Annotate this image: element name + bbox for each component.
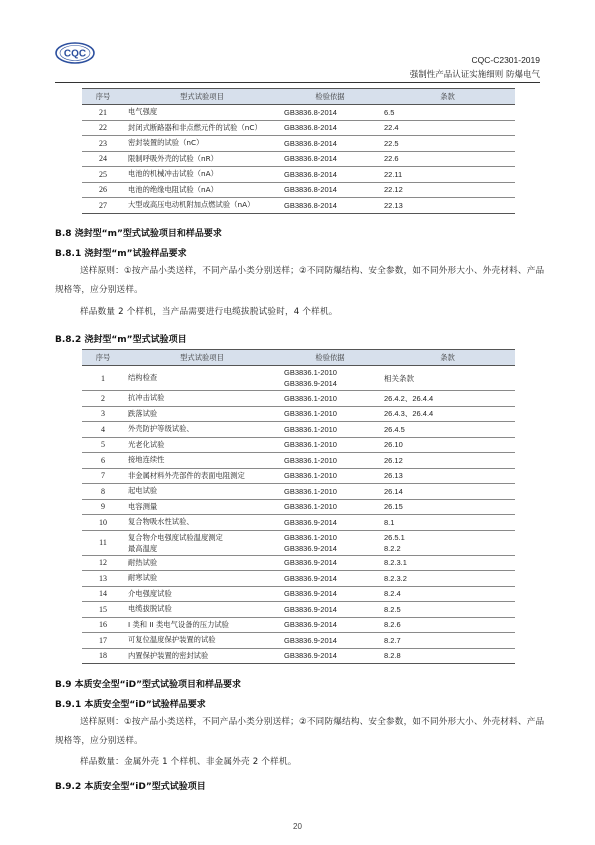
cell-item: 电缆拔脱试验 xyxy=(124,602,280,618)
document-title: 强制性产品认证实施细则 防爆电气 xyxy=(409,70,540,80)
cell-clause: 8.2.8 xyxy=(380,648,515,664)
cell-clause: 26.12 xyxy=(380,453,515,469)
cell-basis: GB3836.1-2010 xyxy=(280,484,380,500)
cell-item: 大型或高压电动机附加点燃试验（nA） xyxy=(124,198,280,214)
table-row xyxy=(82,586,515,602)
cell-basis xyxy=(280,530,380,555)
cell-clause: 26.4.2、26.4.4 xyxy=(380,391,515,407)
cell-seq: 24 xyxy=(82,151,124,167)
table-row xyxy=(82,198,515,214)
cell-seq: 9 xyxy=(82,499,124,515)
column-header-basis: 检验依据 xyxy=(280,89,380,105)
cell-seq: 2 xyxy=(82,391,124,407)
header-rule xyxy=(55,82,540,83)
cell-seq: 26 xyxy=(82,182,124,198)
table-row xyxy=(82,167,515,183)
test-items-table-b8 xyxy=(82,349,515,664)
cell-basis-line: GB3836.1-2010 xyxy=(284,368,337,377)
cell-clause-line: 8.2.2 xyxy=(384,543,401,553)
cell-item: 光老化试验 xyxy=(124,437,280,453)
cqc-logo-icon xyxy=(55,42,95,64)
cell-basis: GB3836.1-2010 xyxy=(280,468,380,484)
cell-seq: 23 xyxy=(82,136,124,152)
table-row xyxy=(82,406,515,422)
cell-clause: 8.2.3.1 xyxy=(380,555,515,571)
cell-clause: 8.2.7 xyxy=(380,633,515,649)
cell-basis: GB3836.8-2014 xyxy=(280,167,380,183)
cell-item: 电容测量 xyxy=(124,499,280,515)
cell-item-line: 最高温度 xyxy=(128,543,158,553)
cell-seq: 21 xyxy=(82,105,124,121)
cell-item: 结构检查 xyxy=(124,366,280,391)
cell-basis: GB3836.1-2010 xyxy=(280,499,380,515)
table-row xyxy=(82,602,515,618)
cell-basis: GB3836.1-2010 xyxy=(280,406,380,422)
column-header-seq: 序号 xyxy=(82,350,124,366)
cell-clause-line: 26.5.1 xyxy=(384,532,405,542)
cell-clause: 26.4.3、26.4.4 xyxy=(380,406,515,422)
cell-item xyxy=(124,530,280,555)
table-header-row xyxy=(82,350,515,366)
cell-basis: GB3836.8-2014 xyxy=(280,198,380,214)
cell-basis-line: GB3836.9-2014 xyxy=(284,379,337,388)
cell-item: 限制呼吸外壳的试验（nR） xyxy=(124,151,280,167)
cell-seq: 12 xyxy=(82,555,124,571)
cell-clause: 6.5 xyxy=(380,105,515,121)
cell-item: 密封装置的试验（nC） xyxy=(124,136,280,152)
table-row xyxy=(82,391,515,407)
cell-clause: 22.11 xyxy=(380,167,515,183)
cell-clause: 22.13 xyxy=(380,198,515,214)
cell-item: I 类和 II 类电气设备的压力试验 xyxy=(124,617,280,633)
cell-clause: 22.4 xyxy=(380,120,515,136)
cell-seq: 3 xyxy=(82,406,124,422)
cell-basis-line: GB3836.1-2010 xyxy=(284,532,337,542)
column-header-seq: 序号 xyxy=(82,89,124,105)
cell-clause: 26.4.5 xyxy=(380,422,515,438)
cell-seq: 8 xyxy=(82,484,124,500)
table-row xyxy=(82,555,515,571)
cell-seq: 5 xyxy=(82,437,124,453)
cell-clause: 22.6 xyxy=(380,151,515,167)
table-row xyxy=(82,468,515,484)
cell-item: 接地连续性 xyxy=(124,453,280,469)
table-row xyxy=(82,530,515,555)
cell-item: 内置保护装置的密封试验 xyxy=(124,648,280,664)
cell-seq: 7 xyxy=(82,468,124,484)
table-row xyxy=(82,182,515,198)
cell-seq: 22 xyxy=(82,120,124,136)
cell-basis: GB3836.9-2014 xyxy=(280,648,380,664)
cell-basis: GB3836.8-2014 xyxy=(280,151,380,167)
cell-clause: 8.2.4 xyxy=(380,586,515,602)
cell-item: 电池的机械冲击试验（nA） xyxy=(124,167,280,183)
cell-seq: 1 xyxy=(82,366,124,391)
logo-text: CQC xyxy=(63,48,87,60)
table-row xyxy=(82,499,515,515)
table-row xyxy=(82,453,515,469)
cell-clause: 相关条款 xyxy=(380,366,515,391)
cell-clause: 8.2.5 xyxy=(380,602,515,618)
cell-seq: 18 xyxy=(82,648,124,664)
paragraph-b8-quantity: 样品数量 2 个样机，当产品需要进行电缆拔脱试验时，4 个样机。 xyxy=(80,307,338,317)
cell-basis: GB3836.1-2010 xyxy=(280,391,380,407)
cell-item: 起电试验 xyxy=(124,484,280,500)
table-row xyxy=(82,120,515,136)
cell-seq: 25 xyxy=(82,167,124,183)
cell-basis: GB3836.1-2010 xyxy=(280,422,380,438)
table-row xyxy=(82,648,515,664)
subsection-heading-b9-1: B.9.1 本质安全型“iD”试验样品要求 xyxy=(55,700,206,710)
cell-seq: 17 xyxy=(82,633,124,649)
table-row xyxy=(82,105,515,121)
table-row xyxy=(82,484,515,500)
cell-clause xyxy=(380,530,515,555)
cell-basis: GB3836.1-2010 xyxy=(280,453,380,469)
cell-item: 跌落试验 xyxy=(124,406,280,422)
table-row xyxy=(82,617,515,633)
page-number: 20 xyxy=(293,822,302,831)
table-row xyxy=(82,366,515,391)
cell-clause: 26.14 xyxy=(380,484,515,500)
cell-basis: GB3836.8-2014 xyxy=(280,136,380,152)
subsection-heading-b9-2: B.9.2 本质安全型“iD”型式试验项目 xyxy=(55,782,206,792)
cell-basis xyxy=(280,366,380,391)
cell-item: 耐寒试验 xyxy=(124,571,280,587)
cell-basis: GB3836.9-2014 xyxy=(280,555,380,571)
cell-basis-line: GB3836.9-2014 xyxy=(284,543,337,553)
table-row xyxy=(82,136,515,152)
cell-seq: 14 xyxy=(82,586,124,602)
section-heading-b8: B.8 浇封型“m”型式试验项目和样品要求 xyxy=(55,229,222,239)
cell-item: 可复位温度保护装置的试验 xyxy=(124,633,280,649)
cell-item: 电池的绝缘电阻试验（nA） xyxy=(124,182,280,198)
cell-item: 复合物吸水性试验、 xyxy=(124,515,280,531)
cell-clause: 8.1 xyxy=(380,515,515,531)
paragraph-b9-sampling: 送样原则：①按产品小类送样，不同产品小类分别送样；②不同防爆结构、安全参数，如不同外形大小、外壳材料、产品规格等，应分别送样。 xyxy=(55,717,545,746)
table-row xyxy=(82,633,515,649)
cell-item: 介电强度试验 xyxy=(124,586,280,602)
column-header-clause: 条款 xyxy=(380,89,515,105)
document-code: CQC-C2301-2019 xyxy=(471,55,540,65)
subsection-heading-b8-1: B.8.1 浇封型“m”试验样品要求 xyxy=(55,249,187,259)
cell-clause: 8.2.3.2 xyxy=(380,571,515,587)
cell-item: 耐热试验 xyxy=(124,555,280,571)
cell-item: 电气强度 xyxy=(124,105,280,121)
paragraph-b8-sampling: 送样原则：①按产品小类送样，不同产品小类分别送样；②不同防爆结构、安全参数，如不同外形大小、外壳材料、产品规格等，应分别送样。 xyxy=(55,266,545,295)
cell-item: 外壳防护等级试验、 xyxy=(124,422,280,438)
paragraph-b9-quantity: 样品数量：金属外壳 1 个样机、非金属外壳 2 个样机。 xyxy=(80,757,297,767)
cell-clause: 26.10 xyxy=(380,437,515,453)
cell-basis: GB3836.8-2014 xyxy=(280,105,380,121)
page-header xyxy=(0,0,595,90)
cell-item: 封闭式断路器和非点燃元件的试验（nC） xyxy=(124,120,280,136)
cell-clause: 8.2.6 xyxy=(380,617,515,633)
cell-seq: 27 xyxy=(82,198,124,214)
table-row xyxy=(82,422,515,438)
cell-seq: 10 xyxy=(82,515,124,531)
cell-clause: 26.13 xyxy=(380,468,515,484)
cell-basis: GB3836.8-2014 xyxy=(280,182,380,198)
subsection-heading-b8-2: B.8.2 浇封型“m”型式试验项目 xyxy=(55,335,187,345)
cell-clause: 22.5 xyxy=(380,136,515,152)
cell-basis: GB3836.9-2014 xyxy=(280,617,380,633)
table-row xyxy=(82,437,515,453)
cell-seq: 4 xyxy=(82,422,124,438)
cell-basis: GB3836.8-2014 xyxy=(280,120,380,136)
table-row xyxy=(82,571,515,587)
cell-basis: GB3836.1-2010 xyxy=(280,437,380,453)
column-header-item: 型式试验项目 xyxy=(124,89,280,105)
cell-clause: 26.15 xyxy=(380,499,515,515)
cell-seq: 16 xyxy=(82,617,124,633)
cell-seq: 6 xyxy=(82,453,124,469)
cell-item: 非金属材料外壳部件的表面电阻测定 xyxy=(124,468,280,484)
cell-basis: GB3836.9-2014 xyxy=(280,515,380,531)
cell-clause: 22.12 xyxy=(380,182,515,198)
table-row xyxy=(82,515,515,531)
test-items-table-continued xyxy=(82,88,515,214)
section-heading-b9: B.9 本质安全型“iD”型式试验项目和样品要求 xyxy=(55,680,242,690)
cell-basis: GB3836.9-2014 xyxy=(280,571,380,587)
column-header-basis: 检验依据 xyxy=(280,350,380,366)
table-row xyxy=(82,151,515,167)
cell-seq: 13 xyxy=(82,571,124,587)
cell-seq: 11 xyxy=(82,530,124,555)
cell-seq: 15 xyxy=(82,602,124,618)
cell-basis: GB3836.9-2014 xyxy=(280,586,380,602)
cell-item-line: 复合物介电强度试验温度测定 xyxy=(128,532,223,542)
cell-basis: GB3836.9-2014 xyxy=(280,602,380,618)
cell-basis: GB3836.9-2014 xyxy=(280,633,380,649)
cell-item: 抗冲击试验 xyxy=(124,391,280,407)
table-header-row xyxy=(82,89,515,105)
column-header-item: 型式试验项目 xyxy=(124,350,280,366)
column-header-clause: 条款 xyxy=(380,350,515,366)
